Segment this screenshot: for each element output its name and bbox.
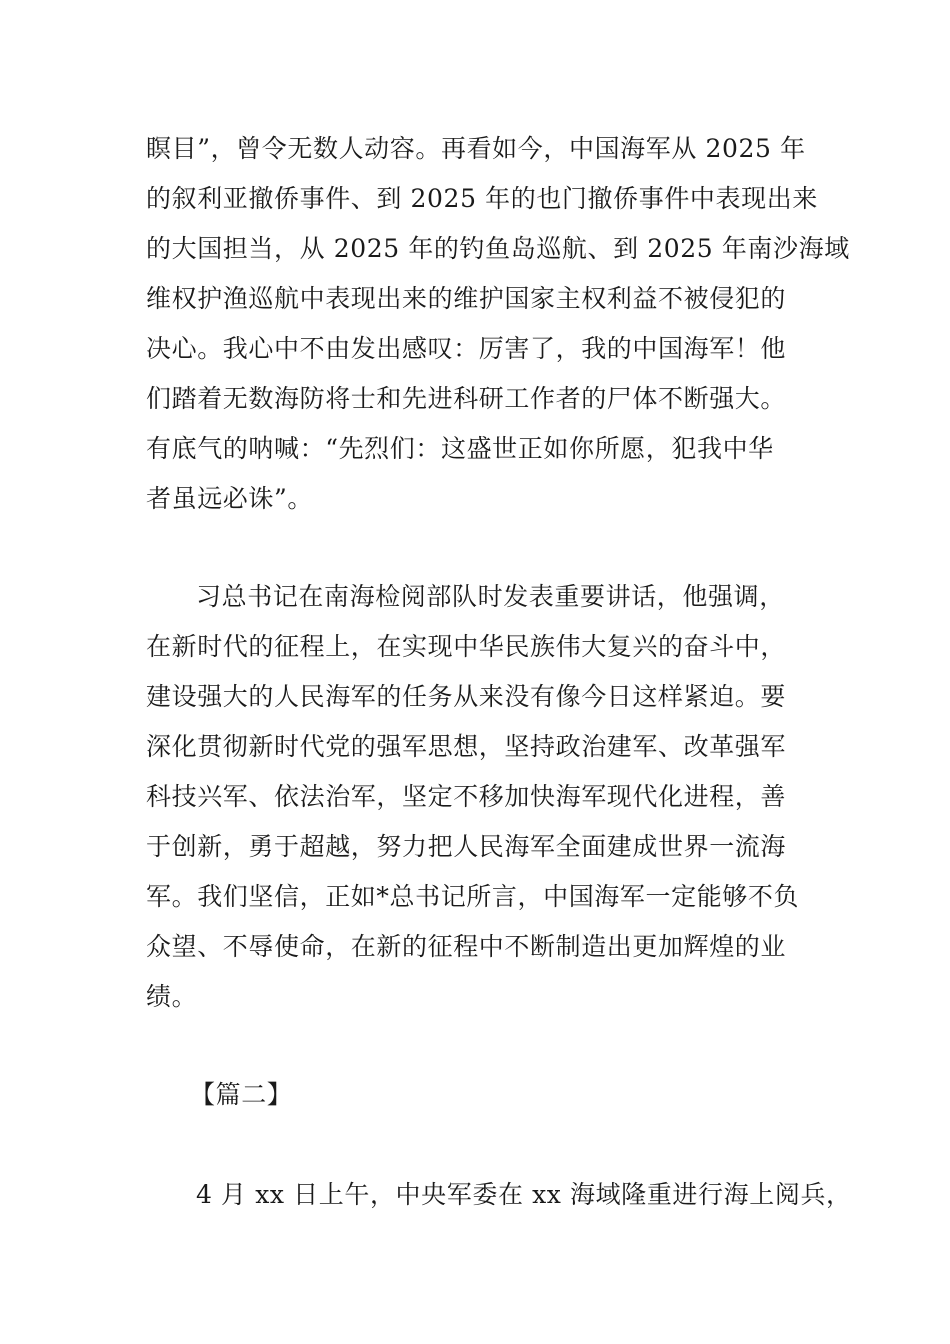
section-heading: 【篇二】	[190, 1080, 293, 1109]
text-line: 众望、不辱使命，在新的征程中不断制造出更加辉煌的业	[146, 932, 787, 961]
text-line: 的叙利亚撤侨事件、到 2025 年的也门撤侨事件中表现出来	[146, 184, 818, 213]
text-line: 深化贯彻新时代党的强军思想，坚持政治建军、改革强军	[146, 732, 787, 761]
text-line: 于创新，勇于超越，努力把人民海军全面建成世界一流海	[146, 832, 787, 861]
text-line: 有底气的呐喊：“先烈们：这盛世正如你所愿，犯我中华	[146, 434, 774, 463]
text-line: 维权护渔巡航中表现出来的维护国家主权利益不被侵犯的	[146, 284, 787, 313]
text-line: 绩。	[146, 982, 198, 1011]
text-line: 者虽远必诛”。	[146, 484, 313, 513]
text-line: 习总书记在南海检阅部队时发表重要讲话，他强调，	[196, 582, 785, 611]
text-line: 军。我们坚信，正如*总书记所言，中国海军一定能够不负	[146, 882, 800, 911]
text-line: 科技兴军、依法治军，坚定不移加快海军现代化进程，善	[146, 782, 787, 811]
text-line: 的大国担当，从 2025 年的钓鱼岛巡航、到 2025 年南沙海域	[146, 234, 850, 263]
text-line: 4 月 xx 日上午，中央军委在 xx 海域隆重进行海上阅兵，	[196, 1180, 852, 1209]
text-line: 在新时代的征程上，在实现中华民族伟大复兴的奋斗中，	[146, 632, 787, 661]
text-line: 决心。我心中不由发出感叹：厉害了，我的中国海军！他	[146, 334, 787, 363]
text-line: 建设强大的人民海军的任务从来没有像今日这样紧迫。要	[146, 682, 787, 711]
text-line: 们踏着无数海防将士和先进科研工作者的尸体不断强大。	[146, 384, 787, 413]
text-line: 瞑目”，曾令无数人动容。再看如今，中国海军从 2025 年	[146, 134, 806, 163]
